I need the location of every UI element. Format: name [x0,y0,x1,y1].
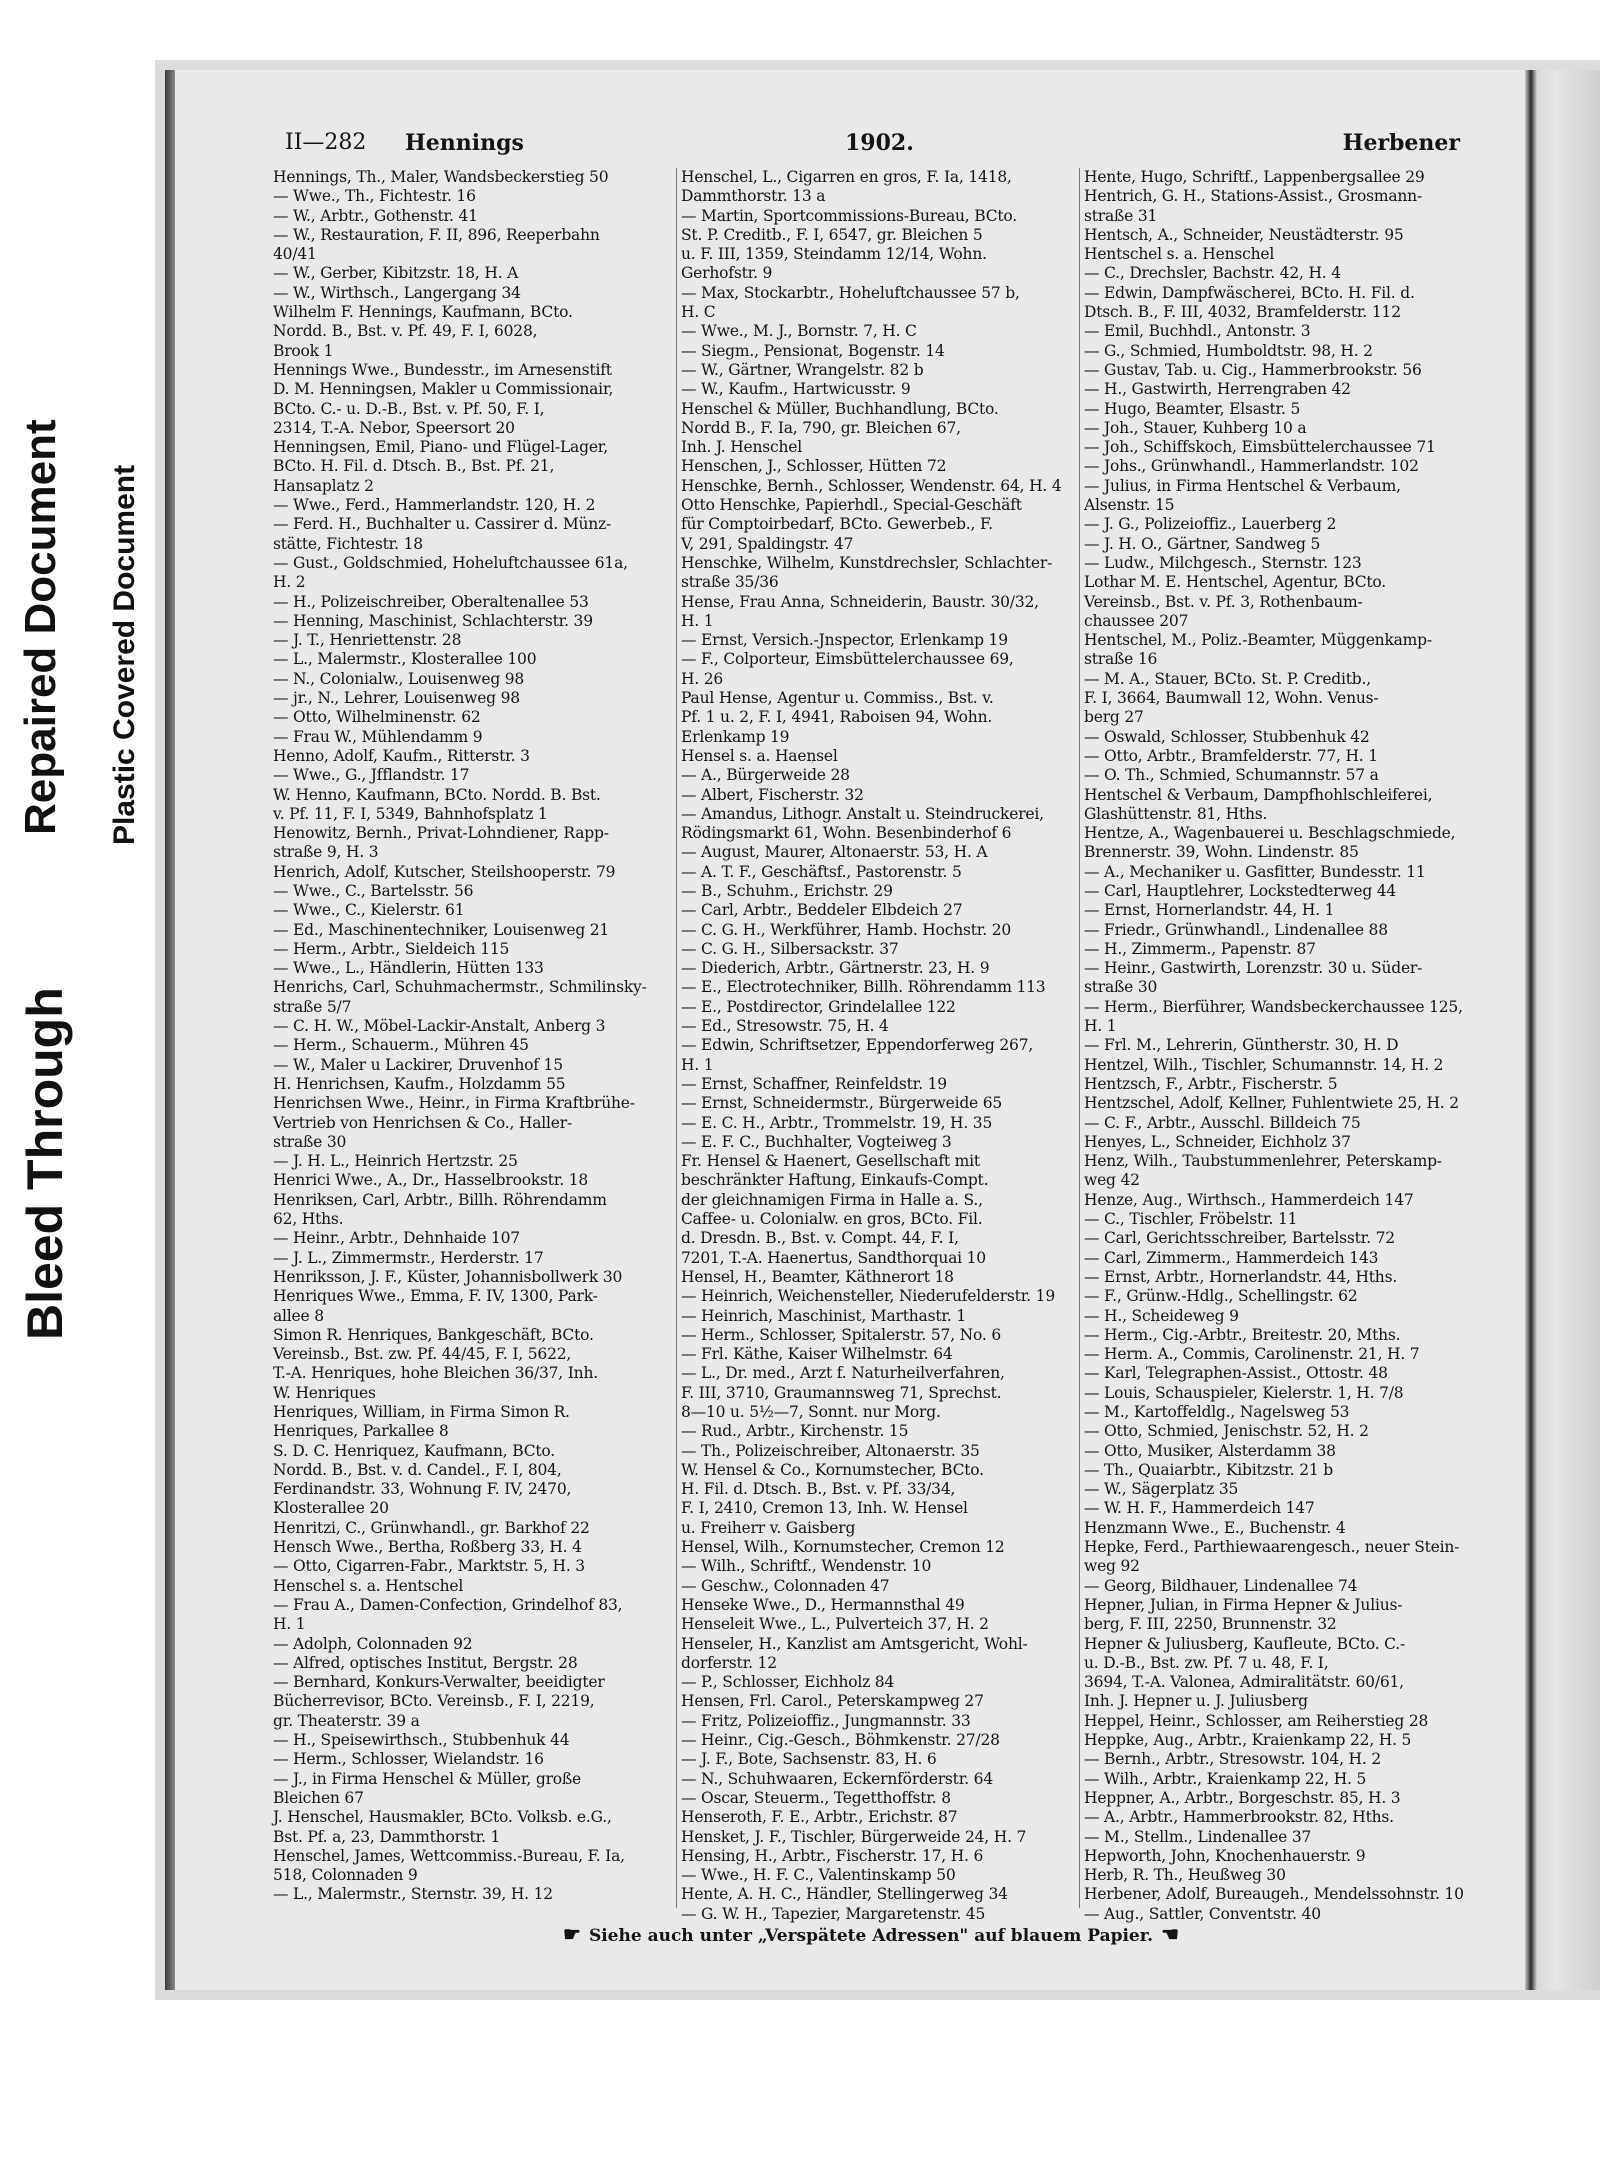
directory-entry-line: straße 5/7 [273,997,352,1016]
directory-entry-line: Henschel, James, Wettcommiss.-Bureau, F. Ia, [273,1846,625,1865]
directory-entry-line: Vertrieb von Henrichsen & Co., Haller- [273,1113,573,1132]
directory-entry-line: — W., Gerber, Kibitzstr. 18, H. A [273,264,519,283]
directory-entry-line: — jr., N., Lehrer, Louisenweg 98 [273,689,520,708]
directory-entry-line: — A., Bürgerweide 28 [681,766,850,785]
directory-entry-line: Henrichs, Carl, Schuhmachermstr., Schmilinsky- [273,978,647,997]
directory-entry-line: Hensch Wwe., Bertha, Roßberg 33, H. 4 [273,1538,582,1557]
directory-entry-line: — Wwe., H. F. C., Valentinskamp 50 [681,1866,956,1885]
directory-entry-line: Bücherrevisor, BCto. Vereinsb., F. I, 2219, [273,1692,595,1711]
directory-entry-line: — E., Postdirector, Grindelallee 122 [681,997,956,1016]
directory-entry-line: Henschke, Bernh., Schlosser, Wendenstr. 64, H. 4 [681,476,1062,495]
directory-entry-line: Henningsen, Emil, Piano- und Flügel-Lager, [273,438,609,457]
directory-entry-line: — Friedr., Grünwhandl., Lindenallee 88 [1084,920,1388,939]
directory-entry-line: — W., Wirthsch., Langergang 34 [273,283,521,302]
directory-entry-line: J. Henschel, Hausmakler, BCto. Volksb. e.G., [273,1808,612,1827]
directory-entry-line: BCto. C.- u. D.-B., Bst. v. Pf. 50, F. I, [273,399,545,418]
directory-entry-line: — Frau W., Mühlendamm 9 [273,727,483,746]
directory-entry-line: Henrichsen Wwe., Heinr., in Firma Kraftbrühe- [273,1094,635,1113]
directory-entry-line: T.-A. Henriques, hohe Bleichen 36/37, Inh. [273,1364,598,1383]
directory-entry-line: straße 16 [1084,650,1158,669]
directory-entry-line: F. I, 2410, Cremon 13, Inh. W. Hensel [681,1499,968,1518]
directory-entry-line: Heppner, A., Arbtr., Borgeschstr. 85, H. 3 [1084,1788,1401,1807]
directory-entry-line: — H., Gastwirth, Herrengraben 42 [1084,380,1351,399]
directory-entry-line: — W. H. F., Hammerdeich 147 [1084,1499,1315,1518]
directory-entry-line: — Oswald, Schlosser, Stubbenhuk 42 [1084,727,1370,746]
directory-entry-line: Gerhofstr. 9 [681,264,773,283]
directory-entry-line: — Wwe., G., Jfflandstr. 17 [273,766,470,785]
directory-entry-line: — Gustav, Tab. u. Cig., Hammerbrookstr. 56 [1084,360,1422,379]
directory-entry-line: — M., Stellm., Lindenallee 37 [1084,1827,1312,1846]
directory-entry-line: — Wilh., Schriftf., Wendenstr. 10 [681,1557,932,1576]
directory-entry-line: — Herm., Cig.-Arbtr., Breitestr. 20, Mths. [1084,1325,1401,1344]
directory-entry-line: — Edwin, Dampfwäscherei, BCto. H. Fil. d. [1084,283,1415,302]
directory-entry-line: — Diederich, Arbtr., Gärtnerstr. 23, H. 9 [681,959,990,978]
directory-entry-line: — M. A., Stauer, BCto. St. P. Creditb., [1084,669,1371,688]
directory-entry-line: — Heinr., Arbtr., Dehnhaide 107 [273,1229,520,1248]
directory-entry-line: H. 1 [273,1615,306,1634]
directory-entry-line: Hepner, Julian, in Firma Hepner & Julius- [1084,1595,1403,1614]
directory-entry-line: Paul Hense, Agentur u. Commiss., Bst. v. [681,689,994,708]
directory-entry-line: — Rud., Arbtr., Kirchenstr. 15 [681,1422,909,1441]
directory-entry-line: — Heinr., Cig.-Gesch., Böhmkenstr. 27/28 [681,1731,1000,1750]
directory-entry-line: — G., Schmied, Humboldtstr. 98, H. 2 [1084,341,1373,360]
page-binding-edge [165,70,175,1990]
directory-entry-line: — Johs., Grünwhandl., Hammerlandstr. 102 [1084,457,1419,476]
directory-entry-line: — M., Kartoffeldlg., Nagelsweg 53 [1084,1403,1350,1421]
directory-entry-line: d. Dresdn. B., Bst. v. Compt. 44, F. I, [681,1229,959,1248]
directory-entry-line: — G. W. H., Tapezier, Margaretenstr. 45 [681,1904,986,1923]
directory-entry-line: — L., Malermstr., Sternstr. 39, H. 12 [273,1885,553,1904]
directory-entry-line: — Bernhard, Konkurs-Verwalter, beeidigter [273,1673,605,1692]
directory-entry-line: Hensel s. a. Haensel [681,746,838,765]
directory-entry-line: — Otto, Wilhelminenstr. 62 [273,708,481,727]
directory-entry-line: — Albert, Fischerstr. 32 [681,785,864,804]
directory-entry-line: Caffee- u. Colonialw. en gros, BCto. Fil. [681,1210,983,1229]
header-right-word: Herbener [1342,130,1460,156]
directory-entry-line: Henschel & Müller, Buchhandlung, BCto. [681,399,999,418]
directory-entry-line: — Otto, Schmied, Jenischstr. 52, H. 2 [1084,1422,1369,1441]
directory-entry-line: — C., Tischler, Fröbelstr. 11 [1084,1210,1298,1229]
directory-entry-line: Nordd B., F. Ia, 790, gr. Bleichen 67, [681,418,961,437]
directory-entry-line: weg 92 [1084,1557,1140,1576]
directory-entry-line: Rödingsmarkt 61, Wohn. Besenbinderhof 6 [681,824,1012,843]
directory-entry-line: — Joh., Schiffskoch, Eimsbüttelerchaussee 71 [1084,438,1436,457]
directory-entry-line: dorferstr. 12 [681,1653,777,1672]
directory-entry-line: — P., Schlosser, Eichholz 84 [681,1673,895,1692]
directory-entry-line: — Oscar, Steuerm., Tegetthoffstr. 8 [681,1788,951,1807]
directory-entry-line: — Wwe., Th., Fichtestr. 16 [273,187,476,206]
directory-entry-line: — F., Grünw.-Hdlg., Schellingstr. 62 [1084,1287,1358,1306]
directory-entry-line: — Carl, Hauptlehrer, Lockstedterweg 44 [1084,881,1397,900]
directory-entry-line: Wilhelm F. Hennings, Kaufmann, BCto. [273,303,573,322]
directory-entry-line: für Comptoirbedarf, BCto. Gewerbeb., F. [681,515,993,534]
directory-entry-line: — Gust., Goldschmied, Hoheluftchaussee 61a, [273,553,628,572]
directory-entry-line: — A., Mechaniker u. Gasfitter, Bundesstr. 11 [1084,862,1426,881]
directory-entry-line: straße 31 [1084,206,1158,225]
directory-entry-line: — Fritz, Polizeioffiz., Jungmannstr. 33 [681,1711,971,1730]
directory-entry-line: — B., Schuhm., Erichstr. 29 [681,881,893,900]
directory-entry-line: der gleichnamigen Firma in Halle a. S., [681,1190,983,1209]
directory-entry-line: — Otto, Arbtr., Bramfelderstr. 77, H. 1 [1084,746,1378,765]
directory-entry-line: — Herm., Schlosser, Spitalerstr. 57, No. 6 [681,1325,1001,1344]
label-bleed-through: Bleed Through [17,987,73,1340]
directory-entry-line: Lothar M. E. Hentschel, Agentur, BCto. [1084,573,1387,592]
directory-entry-line: Hennings Wwe., Bundesstr., im Arnesenstift [273,360,612,379]
directory-entry-line: — Wwe., L., Händlerin, Hütten 133 [273,959,544,978]
directory-entry-line: Herb, R. Th., Heußweg 30 [1084,1866,1286,1885]
directory-entry-line: Bleichen 67 [273,1788,364,1807]
directory-entry-line: — Frl. M., Lehrerin, Güntherstr. 30, H. D [1084,1036,1399,1055]
directory-entry-line: — L., Dr. med., Arzt f. Naturheilverfahren, [681,1364,1005,1383]
directory-entry-line: — Herm., Arbtr., Sieldeich 115 [273,939,510,958]
directory-entry-line: D. M. Henningsen, Makler u Commissionair, [273,380,614,399]
directory-entry-line: — H., Polizeischreiber, Oberaltenallee 53 [273,592,589,611]
directory-entry-line: — J. H. L., Heinrich Hertzstr. 25 [273,1152,518,1171]
directory-entry-line: Henze, Aug., Wirthsch., Hammerdeich 147 [1084,1190,1414,1209]
directory-entry-line: 2314, T.-A. Nebor, Speersort 20 [273,418,515,437]
directory-entry-line: — Wwe., C., Bartelsstr. 56 [273,881,474,900]
directory-entry-line: — J. F., Bote, Sachsenstr. 83, H. 6 [681,1750,937,1769]
directory-entry-line: Henriques, Parkallee 8 [273,1422,449,1441]
directory-entry-line: — W., Arbtr., Gothenstr. 41 [273,206,478,225]
directory-entry-line: — Otto, Musiker, Alsterdamm 38 [1084,1441,1336,1460]
directory-entry-line: — Georg, Bildhauer, Lindenallee 74 [1084,1576,1358,1595]
directory-entry-line: — Emil, Buchhdl., Antonstr. 3 [1084,322,1311,341]
directory-entry-line: — Edwin, Schriftsetzer, Eppendorferweg 267, [681,1036,1034,1055]
directory-entry-line: Henseke Wwe., D., Hermannsthal 49 [681,1595,965,1614]
directory-entry-line: Heppke, Aug., Arbtr., Kraienkamp 22, H. 5 [1084,1731,1412,1750]
directory-entry-line: Henrich, Adolf, Kutscher, Steilshooperstr. 79 [273,862,616,881]
directory-entry-line: — Siegm., Pensionat, Bogenstr. 14 [681,341,945,360]
directory-entry-line: Hepworth, John, Knochenhauerstr. 9 [1084,1846,1366,1865]
directory-entry-line: u. Freiherr v. Gaisberg [681,1518,856,1537]
directory-entry-line: — Geschw., Colonnaden 47 [681,1576,890,1595]
directory-entry-line: Herbener, Adolf, Bureaugeh., Mendelssohnstr. 10 [1084,1885,1464,1904]
footer-note-text: Siehe auch unter „Verspätete Adressen" auf blauem Papier. [588,1926,1154,1946]
page-number: II—282 [285,130,367,155]
directory-entry-line: Henriques Wwe., Emma, F. IV, 1300, Park- [273,1287,598,1306]
document-page [155,60,1600,2000]
directory-columns [273,168,1473,1928]
directory-entry-line: H. Fil. d. Dtsch. B., Bst. v. Pf. 33/34, [681,1480,956,1499]
directory-entry-line: — Th., Quaiarbtr., Kibitzstr. 21 b [1084,1460,1334,1479]
directory-entry-line: Henno, Adolf, Kaufm., Ritterstr. 3 [273,746,530,765]
directory-entry-line: Henseler, H., Kanzlist am Amtsgericht, Wohl- [681,1634,1028,1653]
directory-entry-line: Hepke, Ferd., Parthiewaarengesch., neuer Stein- [1084,1538,1460,1557]
directory-entry-line: — Joh., Stauer, Kuhberg 10 a [1084,418,1307,437]
directory-entry-line: Henriksen, Carl, Arbtr., Billh. Röhrendamm [273,1190,607,1209]
directory-entry-line: — Herm., Schlosser, Wielandstr. 16 [273,1750,544,1769]
directory-entry-line: — J. G., Polizeioffiz., Lauerberg 2 [1084,515,1337,534]
directory-entry-line: Hentrich, G. H., Stations-Assist., Grosmann- [1084,187,1422,206]
directory-entry-line: Hente, A. H. C., Händler, Stellingerweg 34 [681,1885,1008,1904]
directory-entry-line: — Ludw., Milchgesch., Sternstr. 123 [1084,553,1362,572]
directory-entry-line: Henowitz, Bernh., Privat-Lohndiener, Rapp- [273,824,609,843]
directory-entry-line: allee 8 [273,1306,324,1325]
directory-entry-line: — Wwe., M. J., Bornstr. 7, H. C [681,322,917,341]
directory-entry-line: straße 9, H. 3 [273,843,379,862]
directory-entry-line: Brennerstr. 39, Wohn. Lindenstr. 85 [1084,843,1359,862]
directory-entry-line: Brook 1 [273,341,334,360]
directory-entry-line: Hentschel, M., Poliz.-Beamter, Müggenkamp- [1084,631,1432,650]
directory-entry-line: 8—10 u. 5½—7, Sonnt. nur Morg. [681,1403,941,1421]
directory-entry-line: — Ernst, Schaffner, Reinfeldstr. 19 [681,1074,947,1093]
directory-entry-line: Inh. J. Hepner u. J. Juliusberg [1084,1692,1308,1711]
directory-entry-line: — J. H. O., Gärtner, Sandweg 5 [1084,534,1321,553]
directory-entry-line: — N., Schuhwaaren, Eckernförderstr. 64 [681,1769,993,1788]
directory-entry-line: — Ferd. H., Buchhalter u. Cassirer d. Münz- [273,515,612,534]
directory-entry-line: 7201, T.-A. Haenertus, Sandthorquai 10 [681,1248,986,1267]
directory-entry-line: u. D.-B., Bst. zw. Pf. 7 u. 48, F. I, [1084,1653,1329,1672]
directory-entry-line: Nordd. B., Bst. v. d. Candel., F. I, 804, [273,1460,562,1479]
directory-entry-line: Dammthorstr. 13 a [681,187,826,206]
directory-entry-line: — Heinrich, Weichensteller, Niederufelderstr. 19 [681,1287,1055,1306]
directory-entry-line: — C., Drechsler, Bachstr. 42, H. 4 [1084,264,1341,283]
directory-entry-line: Hentschel & Verbaum, Dampfhohlschleiferei, [1084,785,1433,804]
directory-entry-line: Nordd. B., Bst. v. Pf. 49, F. I, 6028, [273,322,538,341]
directory-entry-line: Heppel, Heinr., Schlosser, am Reiherstieg 28 [1084,1711,1429,1730]
directory-entry-line: weg 42 [1084,1171,1140,1190]
directory-entry-line: — Bernh., Arbtr., Stresowstr. 104, H. 2 [1084,1750,1381,1769]
directory-entry-line: — Henning, Maschinist, Schlachterstr. 39 [273,611,593,630]
page-gutter-right [1525,70,1600,1990]
directory-entry-line: Henriksson, J. F., Küster, Johannisbollwerk 30 [273,1267,623,1286]
directory-entry-line: Henschel, L., Cigarren en gros, F. Ia, 1418, [681,168,1012,186]
label-repaired-document: Repaired Document [16,419,65,835]
directory-entry-line: — Louis, Schauspieler, Kielerstr. 1, H. 7/8 [1084,1383,1404,1402]
footer-note [555,1922,1455,1946]
directory-entry-line: F. III, 3710, Graumannsweg 71, Sprechst. [681,1383,1002,1402]
pointing-hand-left-icon: ☚ [1161,1922,1180,1946]
directory-entry-line: Henzmann Wwe., E., Buchenstr. 4 [1084,1518,1346,1537]
directory-entry-line: — H., Zimmerm., Papenstr. 87 [1084,939,1316,958]
directory-entry-line: V, 291, Spaldingstr. 47 [681,534,854,553]
directory-entry-line: — W., Gärtner, Wrangelstr. 82 b [681,360,924,379]
directory-entry-line: Erlenkamp 19 [681,727,790,746]
directory-entry-line: Henyes, L., Schneider, Eichholz 37 [1084,1132,1351,1151]
directory-entry-line: berg, F. III, 2250, Brunnenstr. 32 [1084,1615,1337,1634]
directory-entry-line: H. 26 [681,669,724,688]
directory-entry-line: — J., in Firma Henschel & Müller, große [273,1769,582,1788]
directory-entry-line: — Ed., Stresowstr. 75, H. 4 [681,1017,889,1036]
directory-entry-line: H. Henrichsen, Kaufm., Holzdamm 55 [273,1074,566,1093]
directory-entry-line: W. Henriques [273,1383,376,1402]
directory-entry-line: u. F. III, 1359, Steindamm 12/14, Wohn. [681,245,987,264]
directory-entry-line: — Herm., Schauerm., Mühren 45 [273,1036,529,1055]
directory-entry-line: S. D. C. Henriquez, Kaufmann, BCto. [273,1441,555,1460]
directory-entry-line: Hente, Hugo, Schriftf., Lappenbergsallee 29 [1084,168,1425,186]
directory-entry-line: BCto. H. Fil. d. Dtsch. B., Bst. Pf. 21, [273,457,555,476]
directory-entry-line: — C. G. H., Werkführer, Hamb. Hochstr. 20 [681,920,1012,939]
directory-entry-line: 62, Hths. [273,1210,344,1229]
directory-entry-line: Bst. Pf. a, 23, Dammthorstr. 1 [273,1827,501,1846]
directory-entry-line: — H., Speisewirthsch., Stubbenhuk 44 [273,1731,570,1750]
directory-entry-line: — Herm. A., Commis, Carolinenstr. 21, H. 7 [1084,1345,1420,1364]
directory-entry-line: Hense, Frau Anna, Schneiderin, Baustr. 30/32, [681,592,1039,611]
directory-entry-line: — Ernst, Versich.-Jnspector, Erlenkamp 19 [681,631,1008,650]
directory-entry-line: — H., Scheideweg 9 [1084,1306,1239,1325]
directory-entry-line: Hensing, H., Arbtr., Fischerstr. 17, H. 6 [681,1846,984,1865]
directory-entry-line: — E., Electrotechniker, Billh. Röhrendamm 113 [681,978,1046,997]
directory-entry-line: stätte, Fichtestr. 18 [273,534,423,553]
header-year: 1902. [845,130,914,156]
directory-column-1 [273,168,665,1908]
directory-entry-line: Fr. Hensel & Haenert, Gesellschaft mit [681,1152,980,1171]
directory-entry-line: Alsenstr. 15 [1084,496,1175,515]
directory-entry-line: Otto Henschke, Papierhdl., Special-Geschäft [681,496,1022,515]
directory-entry-line: W. Henno, Kaufmann, BCto. Nordd. B. Bst. [273,785,601,804]
directory-entry-line: — Frl. Käthe, Kaiser Wilhelmstr. 64 [681,1345,953,1364]
directory-entry-line: — N., Colonialw., Louisenweg 98 [273,669,525,688]
directory-entry-line: — W., Kaufm., Hartwicusstr. 9 [681,380,911,399]
directory-entry-line: — W., Maler u Lackirer, Druvenhof 15 [273,1055,563,1074]
directory-entry-line: — Wilh., Arbtr., Kraienkamp 22, H. 5 [1084,1769,1367,1788]
directory-entry-line: — Carl, Arbtr., Beddeler Elbdeich 27 [681,901,963,920]
directory-entry-line: Hensel, Wilh., Kornumstecher, Cremon 12 [681,1538,1005,1557]
directory-entry-line: 3694, T.-A. Valonea, Admiralitätstr. 60/61, [1084,1673,1404,1692]
directory-entry-line: straße 30 [1084,978,1158,997]
directory-entry-line: H. 2 [273,573,306,592]
directory-entry-line: — Ernst, Schneidermstr., Bürgerweide 65 [681,1094,1003,1113]
directory-entry-line: — Frau A., Damen-Confection, Grindelhof 83, [273,1595,623,1614]
directory-entry-line: Inh. J. Henschel [681,438,803,457]
directory-entry-line: Hentzel, Wilh., Tischler, Schumannstr. 14, H. 2 [1084,1055,1444,1074]
directory-entry-line: — E. F. C., Buchhalter, Vogteiweg 3 [681,1132,952,1151]
directory-entry-line: — J. L., Zimmermstr., Herderstr. 17 [273,1248,544,1267]
directory-entry-line: Henschel s. a. Hentschel [273,1576,464,1595]
directory-entry-line: — Herm., Bierführer, Wandsbeckerchaussee 125, [1084,997,1463,1016]
directory-entry-line: Henseleit Wwe., L., Pulverteich 37, H. 2 [681,1615,989,1634]
directory-entry-line: — Alfred, optisches Institut, Bergstr. 28 [273,1653,578,1672]
directory-entry-line: — W., Sägerplatz 35 [1084,1480,1239,1499]
directory-entry-line: — Wwe., Ferd., Hammerlandstr. 120, H. 2 [273,496,596,515]
directory-entry-line: — Th., Polizeischreiber, Altonaerstr. 35 [681,1441,980,1460]
directory-entry-line: — Heinr., Gastwirth, Lorenzstr. 30 u. Süder- [1084,959,1423,978]
directory-entry-line: Pf. 1 u. 2, F. I, 4941, Raboisen 94, Wohn. [681,708,993,727]
directory-entry-line: Hentschel s. a. Henschel [1084,245,1275,264]
directory-entry-line: — A., Arbtr., Hammerbrookstr. 82, Hths. [1084,1808,1394,1827]
directory-entry-line: berg 27 [1084,708,1144,727]
pointing-hand-right-icon: ☛ [563,1922,581,1946]
directory-entry-line: — Wwe., C., Kielerstr. 61 [273,901,465,920]
directory-entry-line: — Carl, Gerichtsschreiber, Bartelsstr. 72 [1084,1229,1395,1248]
directory-entry-line: — Max, Stockarbtr., Hoheluftchaussee 57 b, [681,283,1020,302]
directory-entry-line: — W., Restauration, F. II, 896, Reeperbahn [273,225,600,244]
directory-entry-line: — L., Malermstr., Klosterallee 100 [273,650,537,669]
directory-entry-line: Hansaplatz 2 [273,476,374,495]
directory-entry-line: H. C [681,303,716,322]
directory-entry-line: — E. C. H., Arbtr., Trommelstr. 19, H. 35 [681,1113,993,1132]
directory-entry-line: — Ernst, Arbtr., Hornerlandstr. 44, Hths. [1084,1267,1398,1286]
directory-entry-line: Klosterallee 20 [273,1499,389,1518]
directory-entry-line: Hensen, Frl. Carol., Peterskampweg 27 [681,1692,984,1711]
directory-entry-line: 518, Colonnaden 9 [273,1866,418,1885]
directory-entry-line: H. 1 [1084,1017,1117,1036]
page-header [285,130,1460,170]
directory-entry-line: W. Hensel & Co., Kornumstecher, BCto. [681,1460,984,1479]
directory-entry-line: F. I, 3664, Baumwall 12, Wohn. Venus- [1084,689,1379,708]
directory-entry-line: — Adolph, Colonnaden 92 [273,1634,473,1653]
directory-entry-line: — Otto, Cigarren-Fabr., Marktstr. 5, H. 3 [273,1557,585,1576]
directory-entry-line: Henschen, J., Schlosser, Hütten 72 [681,457,947,476]
directory-entry-line: Hentsch, A., Schneider, Neustädterstr. 95 [1084,225,1404,244]
directory-entry-line: Henschke, Wilhelm, Kunstdrechsler, Schlachter- [681,553,1053,572]
directory-entry-line: Henrici Wwe., A., Dr., Hasselbrookstr. 18 [273,1171,589,1190]
directory-entry-line: Vereinsb., Bst. v. Pf. 3, Rothenbaum- [1084,592,1363,611]
directory-entry-line: Hentze, A., Wagenbauerei u. Beschlagschmiede, [1084,824,1456,843]
directory-entry-line: chaussee 207 [1084,611,1189,630]
directory-entry-line: Henz, Wilh., Taubstummenlehrer, Peterskamp- [1084,1152,1442,1171]
directory-entry-line: Simon R. Henriques, Bankgeschäft, BCto. [273,1325,594,1344]
directory-entry-line: Vereinsb., Bst. zw. Pf. 44/45, F. I, 5622, [273,1345,572,1364]
directory-entry-line: — Julius, in Firma Hentschel & Verbaum, [1084,476,1401,495]
directory-entry-line: — C. H. W., Möbel-Lackir-Anstalt, Anberg 3 [273,1017,606,1036]
directory-entry-line: — Ed., Maschinentechniker, Louisenweg 21 [273,920,610,939]
header-left-word: Hennings [405,130,524,156]
directory-entry-line: straße 30 [273,1132,347,1151]
directory-entry-line: — Ernst, Hornerlandstr. 44, H. 1 [1084,901,1335,920]
directory-entry-line: St. P. Creditb., F. I, 6547, gr. Bleichen 5 [681,225,983,244]
directory-entry-line: Hepner & Juliusberg, Kaufleute, BCto. C.- [1084,1634,1406,1653]
label-plastic-covered-document: Plastic Covered Document [108,464,141,845]
directory-entry-line: — Martin, Sportcommissions-Bureau, BCto. [681,206,1018,225]
directory-entry-line: — A. T. F., Geschäftsf., Pastorenstr. 5 [681,862,962,881]
directory-entry-line: H. 1 [681,1055,714,1074]
directory-entry-line: straße 35/36 [681,573,779,592]
directory-column-2 [676,168,1073,1923]
directory-entry-line: — J. T., Henriettenstr. 28 [273,631,462,650]
directory-entry-line: — C. G. H., Silbersackstr. 37 [681,939,899,958]
directory-entry-line: — Carl, Zimmerm., Hammerdeich 143 [1084,1248,1379,1267]
directory-entry-line: Henritzi, C., Grünwhandl., gr. Barkhof 22 [273,1518,590,1537]
directory-entry-line: Ferdinandstr. 33, Wohnung F. IV, 2470, [273,1480,572,1499]
directory-entry-line: Dtsch. B., F. III, 4032, Bramfelderstr. 112 [1084,303,1401,322]
directory-entry-line: gr. Theaterstr. 39 a [273,1711,420,1730]
directory-entry-line: H. 1 [681,611,714,630]
directory-entry-line: Henriques, William, in Firma Simon R. [273,1403,570,1421]
directory-entry-line: Henseroth, F. E., Arbtr., Erichstr. 87 [681,1808,958,1827]
sidebar-labels [0,0,140,2177]
directory-entry-line: Hentzschel, Adolf, Kellner, Fuhlentwiete 25, H. 2 [1084,1094,1459,1113]
directory-entry-line: Hentzsch, F., Arbtr., Fischerstr. 5 [1084,1074,1338,1093]
directory-entry-line: — Hugo, Beamter, Elsastr. 5 [1084,399,1301,418]
directory-entry-line: — C. F., Arbtr., Ausschl. Billdeich 75 [1084,1113,1361,1132]
directory-entry-line: Hensel, H., Beamter, Käthnerort 18 [681,1267,954,1286]
directory-entry-line: — Aug., Sattler, Conventstr. 40 [1084,1904,1321,1923]
directory-column-3 [1079,168,1476,1923]
directory-entry-line: 40/41 [273,245,317,264]
directory-entry-line: Hennings, Th., Maler, Wandsbeckerstieg 50 [273,168,609,186]
directory-entry-line: beschränkter Haftung, Einkaufs-Compt. [681,1171,989,1190]
directory-entry-line: — August, Maurer, Altonaerstr. 53, H. A [681,843,988,862]
directory-entry-line: — Amandus, Lithogr. Anstalt u. Steindruckerei, [681,804,1044,823]
directory-entry-line: v. Pf. 11, F. I, 5349, Bahnhofsplatz 1 [273,804,548,823]
directory-entry-line: — Karl, Telegraphen-Assist., Ottostr. 48 [1084,1364,1388,1383]
directory-entry-line: Hensket, J. F., Tischler, Bürgerweide 24, H. 7 [681,1827,1027,1846]
directory-entry-line: — Heinrich, Maschinist, Marthastr. 1 [681,1306,966,1325]
directory-entry-line: — F., Colporteur, Eimsbüttelerchaussee 69, [681,650,1014,669]
directory-entry-line: — O. Th., Schmied, Schumannstr. 57 a [1084,766,1379,785]
directory-entry-line: Glashüttenstr. 81, Hths. [1084,804,1268,823]
